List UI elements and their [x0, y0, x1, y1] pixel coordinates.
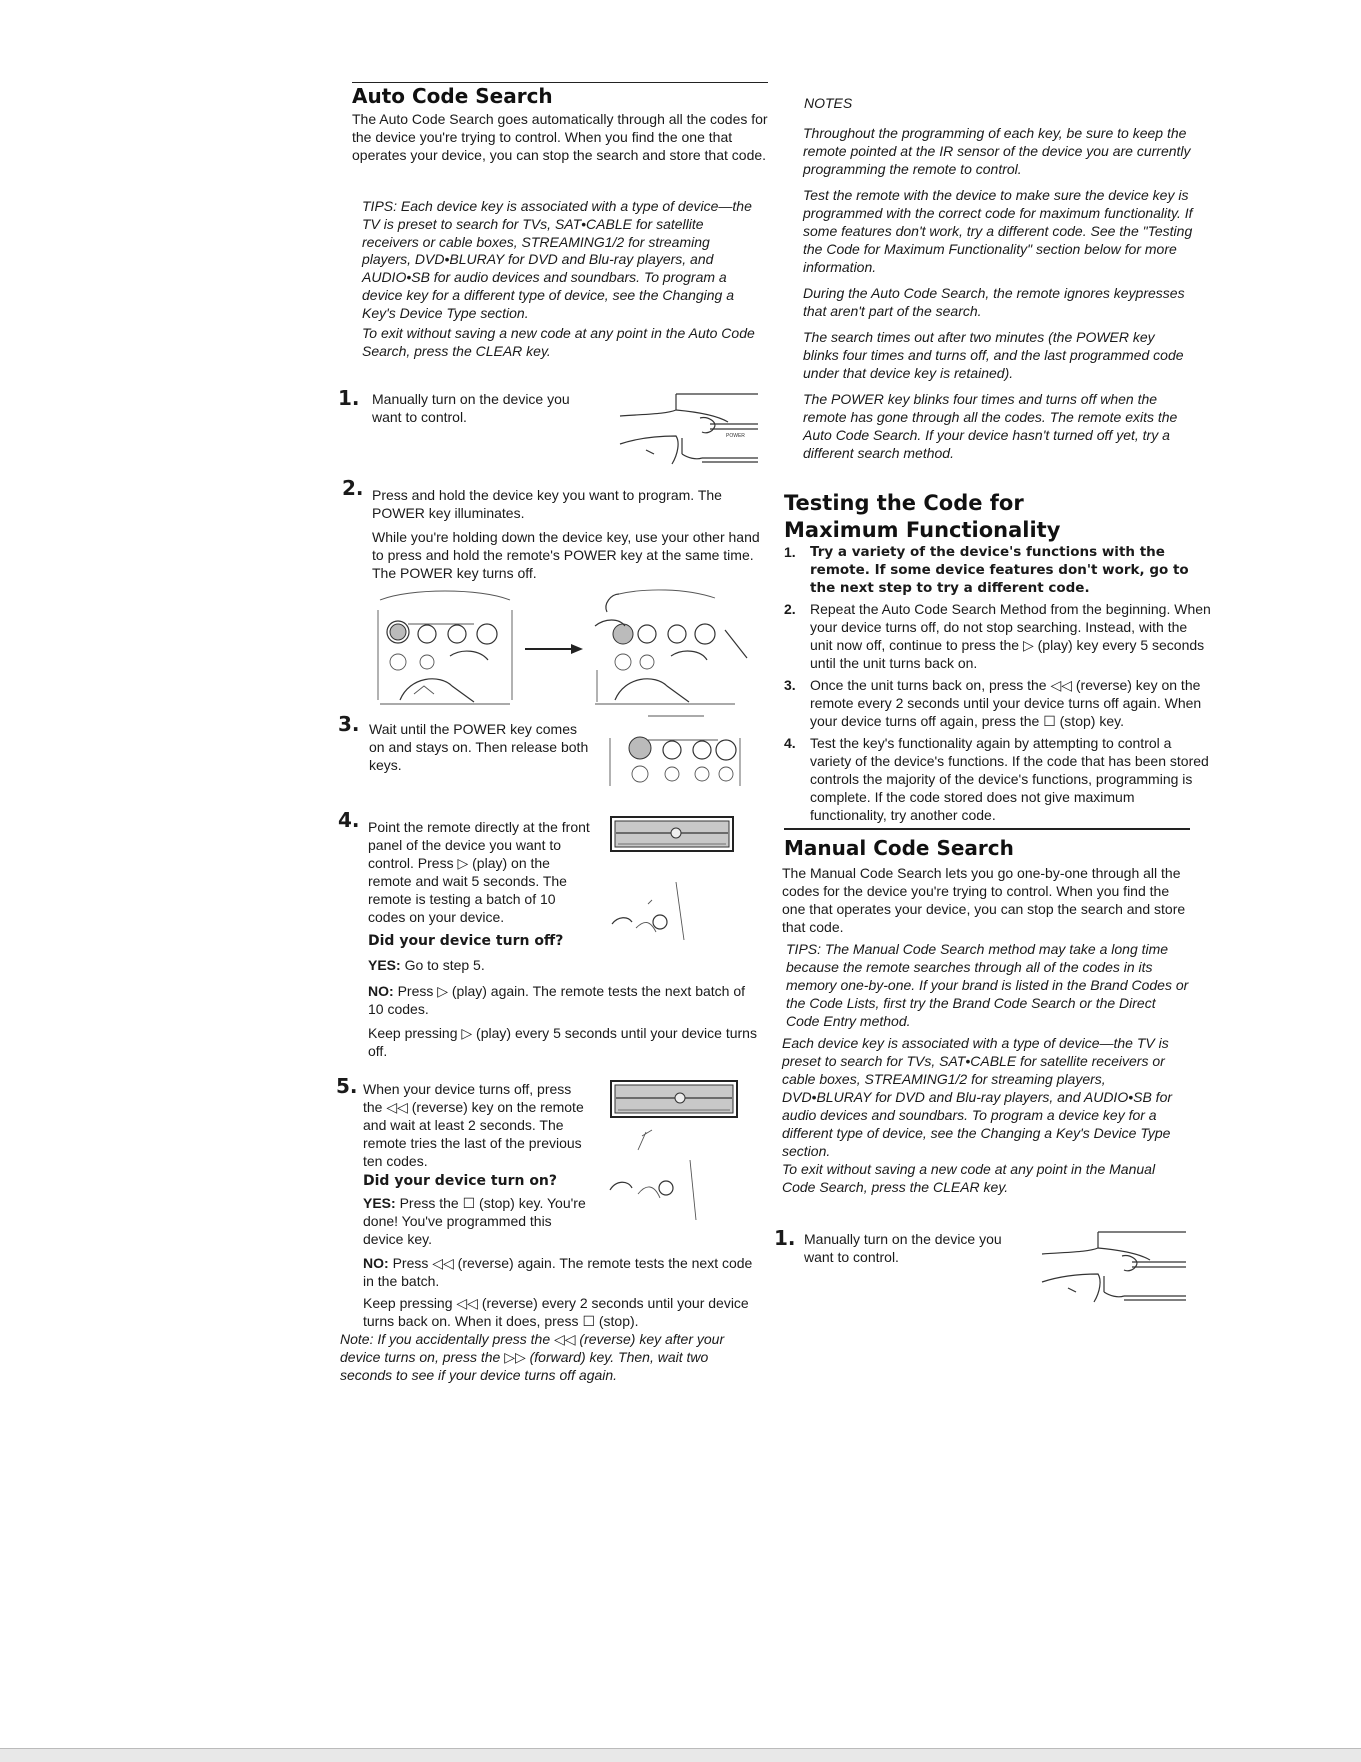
step-5-yes-text: Press the ☐ (stop) key. You're done! You've programmed this device key. [363, 1195, 586, 1247]
note-item: Test the remote with the device to make sure the device key is programmed with the correct code for maximum functionality. If some features don't work, try a different code. See the "Testing the Code for Maximum Functionality" section below for more information. [803, 187, 1193, 275]
manual-step-1-text: Manually turn on the device you want to control. [804, 1231, 1002, 1265]
tv-power-illustration [618, 388, 763, 468]
remote-keys-illustration-step3 [608, 712, 748, 788]
step-1-text: Manually turn on the device you want to control. [372, 391, 570, 425]
hand-remote-illustration-step5 [608, 1120, 703, 1220]
step-4-number: 4. [338, 808, 360, 832]
note-item: During the Auto Code Search, the remote ignores keypresses that aren't part of the search. [803, 285, 1185, 319]
device-front-illustration-step5 [610, 1080, 740, 1122]
manual-title-rule [784, 828, 1190, 830]
testing-list [782, 543, 1212, 824]
auto-intro: The Auto Code Search goes automatically through all the codes for the device you're trying to control. When you find the one that operates your device, you can stop the search and store that code. [352, 111, 768, 163]
step-4-no [368, 982, 760, 1018]
step-5-yes-label: YES: [363, 1195, 396, 1211]
step-2-text-2: While you're holding down the device key, use your other hand to press and hold the remote's POWER key at the same time. The POWER key turns off. [372, 529, 760, 581]
arrow-icon [525, 642, 585, 656]
note-item: The search times out after two minutes (the POWER key blinks four times and turns off, and the last programmed code under that device key is retained). [803, 329, 1184, 381]
step-5-keep: Keep pressing ◁◁ (reverse) every 2 seconds until your device turns back on. When it does, press ☐ (stop). [363, 1295, 749, 1329]
scan-bottom-edge [0, 1748, 1361, 1762]
device-front-illustration [610, 816, 735, 856]
remote-keys-illustration-left [370, 590, 520, 710]
step-1-number: 1. [338, 386, 360, 410]
step-4-no-label: NO: [368, 983, 394, 999]
auto-title-rule [352, 82, 768, 83]
testing-item-number: 3. [784, 677, 796, 693]
hand-remote-illustration-step4 [610, 880, 695, 950]
auto-exit-note: To exit without saving a new code at any point in the Auto Code Search, press the CLEAR key. [362, 325, 755, 359]
step-4-no-text: Press ▷ (play) again. The remote tests the next batch of 10 codes. [368, 983, 746, 1017]
step-4-question: Did your device turn off? [368, 933, 564, 949]
notes-list [803, 124, 1193, 462]
remote-keys-illustration-right [585, 590, 750, 710]
testing-item-number: 1. [784, 544, 796, 560]
step-5-text: When your device turns off, press the ◁◁ (reverse) key on the remote and wait at least 2 seconds. The remote tries the last of the previous ten codes. [363, 1081, 584, 1169]
notes-title: NOTES [804, 95, 853, 111]
step-4-text: Point the remote directly at the front panel of the device you want to control. Press ▷ (play) on the remote and wait 5 seconds. The remote is testing a batch of 10 codes on your device. [368, 819, 590, 925]
auto-search-title: Auto Code Search [352, 84, 553, 108]
testing-item-number: 2. [784, 601, 796, 617]
manual-each: Each device key is associated with a type of device—the TV is preset to search for TVs, SAT•CABLE for satellite receivers or cable boxes, STREAMING1/2 for streaming players, DVD•BLURAY for DVD and Blu-ray players, and AUDIO•SB for audio devices and soundbars. To program a device key for a different type of device, see the Changing a Key's Device Type section. [782, 1035, 1173, 1159]
testing-item-text: Try a variety of the device's functions with the remote. If some device features don't work, go to the next step to try a different code. [810, 544, 1189, 596]
step-4-keep: Keep pressing ▷ (play) every 5 seconds until your device turns off. [368, 1025, 757, 1059]
manual-tips: TIPS: The Manual Code Search method may take a long time because the remote searches through all of the codes in its memory one-by-one. If your brand is listed in the Brand Codes or the Code Lists, first try the Brand Code Search or the Direct Code Entry method. [786, 941, 1189, 1029]
testing-item [782, 543, 1212, 597]
testing-item-text: Test the key's functionality again by attempting to control a variety of the device's functions. If the code that has been stored controls the majority of the device's functions, programming is complete. If the code stored does not give maximum functionality, try another code. [810, 735, 1209, 823]
testing-item [782, 734, 1212, 824]
step-2-text: Press and hold the device key you want to program. The POWER key illuminates. [372, 487, 722, 521]
note: Note: If you accidentally press the ◁◁ (reverse) key after your device turns on, press the ▷▷ (forward) key. Then, wait two seconds to see if your device turns off again. [340, 1331, 725, 1383]
note-item: Throughout the programming of each key, be sure to keep the remote pointed at the IR sensor of the device you are currently programming the remote to control. [803, 125, 1191, 177]
step-3-number: 3. [338, 712, 360, 736]
step-5-question: Did your device turn on? [363, 1173, 558, 1189]
testing-item-number: 4. [784, 735, 796, 751]
testing-item-text: Repeat the Auto Code Search Method from the beginning. When your device turns off, do not stop searching. Instead, with the unit now off, continue to press the ▷ (play) key every 5 seconds until the unit turns back on. [810, 601, 1211, 671]
manual-step-1-number: 1. [774, 1226, 796, 1250]
step-4-yes-text: Go to step 5. [404, 957, 485, 973]
tv-power-illustration-manual [1040, 1226, 1190, 1308]
step-4-yes [368, 956, 758, 974]
manual-search-title: Manual Code Search [784, 836, 1014, 860]
testing-item [782, 676, 1212, 730]
step-4-yes-label: YES: [368, 957, 401, 973]
auto-tips: TIPS: Each device key is associated with a type of device—the TV is preset to search for TVs, SAT•CABLE for satellite receivers or cable boxes, STREAMING1/2 for streaming players, DVD•BLURAY for DVD and Blu-ray players, and AUDIO•SB for audio devices and soundbars. To program a device key for a different type of device, see the Changing a Key's Device Type section. [362, 198, 752, 321]
testing-item-text: Once the unit turns back on, press the ◁◁ (reverse) key on the remote every 2 seconds until your device turns off again. When your device turns off again, press the ☐ (stop) key. [810, 677, 1202, 729]
manual-intro: The Manual Code Search lets you go one-by-one through all the codes for the device you're trying to control. When you find the one that operates your device, you can stop the search and store that code. [782, 865, 1186, 935]
step-5-number: 5. [336, 1074, 358, 1098]
step-3-text: Wait until the POWER key comes on and stays on. Then release both keys. [369, 721, 589, 773]
testing-item [782, 600, 1212, 672]
step-5-no-text: Press ◁◁ (reverse) again. The remote tests the next code in the batch. [363, 1255, 753, 1289]
note-item: The POWER key blinks four times and turns off when the remote has gone through all the codes. The remote exits the Auto Code Search. If your device hasn't turned off yet, try a different search method. [803, 391, 1178, 461]
step-2-number: 2. [342, 476, 364, 500]
step-5-no-label: NO: [363, 1255, 389, 1271]
step-5-yes [363, 1194, 591, 1248]
manual-exit: To exit without saving a new code at any point in the Manual Code Search, press the CLEAR key. [782, 1161, 1156, 1195]
power-label: POWER [726, 433, 745, 439]
testing-title: Testing the Code for Maximum Functionality [784, 491, 1061, 542]
step-5-no [363, 1254, 753, 1290]
